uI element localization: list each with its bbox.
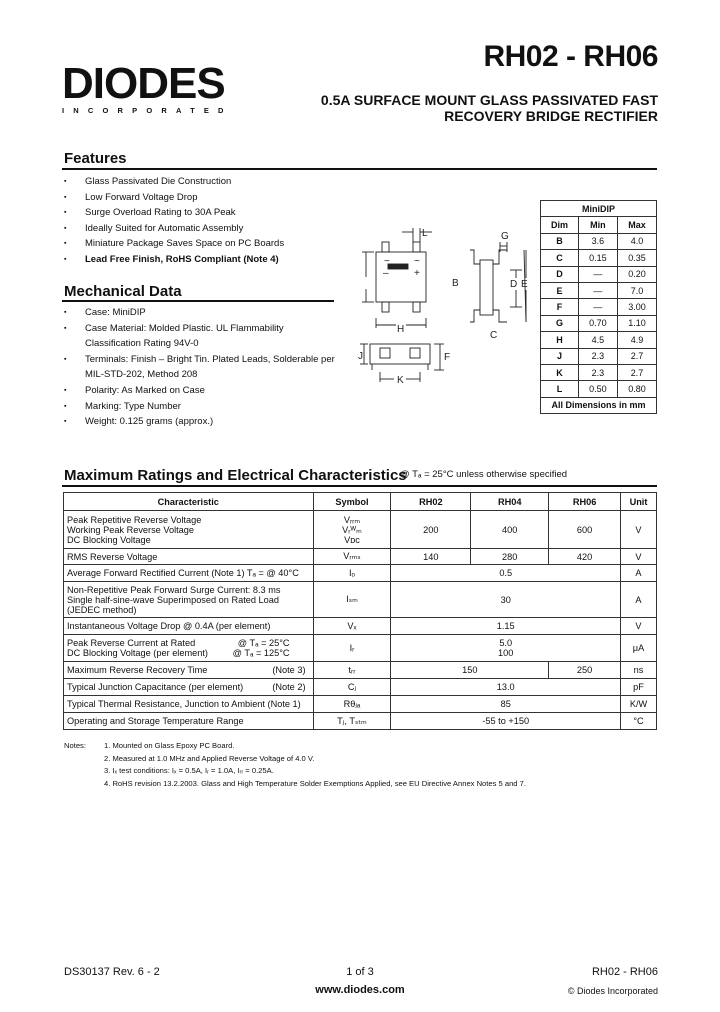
max-cell: 0.80 bbox=[617, 381, 656, 397]
dim-label-E: E bbox=[521, 279, 528, 290]
subtitle-line-1: 0.5A SURFACE MOUNT GLASS PASSIVATED FAST bbox=[320, 92, 658, 108]
characteristic-cell bbox=[64, 635, 314, 662]
side-view bbox=[470, 242, 526, 322]
min-cell: 0.50 bbox=[578, 381, 617, 397]
dim-cell: K bbox=[541, 364, 579, 380]
value-line: 5.0 bbox=[499, 638, 513, 648]
value-cell: -55 to +150 bbox=[391, 713, 621, 730]
company-logo bbox=[62, 59, 233, 115]
characteristic-cell bbox=[64, 662, 314, 679]
terminal-label-minus: – bbox=[383, 268, 389, 279]
symbol-cell: Iₛₘ bbox=[313, 582, 391, 618]
footer-copyright: © Diodes Incorporated bbox=[567, 986, 658, 996]
features-list bbox=[64, 174, 354, 268]
notes-label: Notes: bbox=[64, 741, 86, 750]
note-item: 3. Iₓ test conditions: Iₓ = 0.5A, Iᵣ = 1.0A, Iᵣᵣ = 0.25A. bbox=[104, 766, 274, 776]
characteristic-line: (JEDEC method) bbox=[67, 604, 137, 615]
unit-cell: V bbox=[621, 549, 657, 565]
unit-cell: μA bbox=[621, 635, 657, 662]
features-rule bbox=[62, 168, 657, 170]
characteristic-cell: Typical Thermal Resistance, Junction to Ambient (Note 1) bbox=[64, 696, 314, 713]
characteristic-cell: RMS Reverse Voltage bbox=[64, 549, 314, 565]
max-cell: 3.00 bbox=[617, 299, 656, 315]
header-characteristic: Characteristic bbox=[64, 493, 314, 511]
dim-label-D: D bbox=[510, 279, 518, 290]
min-cell: 4.5 bbox=[578, 332, 617, 348]
dim-label-C: C bbox=[490, 330, 498, 341]
dim-cell: E bbox=[541, 282, 579, 298]
dim-cell: L bbox=[541, 381, 579, 397]
package-outline-drawing bbox=[350, 222, 540, 392]
table-row bbox=[64, 635, 657, 662]
unit-cell: ns bbox=[621, 662, 657, 679]
condition-text: @ Tₐ = 125°C bbox=[232, 648, 290, 658]
list-item: ▪ Miniature Package Saves Space on PC Boards bbox=[64, 236, 354, 252]
characteristic-line: Working Peak Reverse Voltage bbox=[67, 524, 194, 535]
mechanical-list bbox=[64, 305, 336, 430]
footer-website-link[interactable]: www.diodes.com bbox=[315, 984, 405, 996]
terminal-label-ac2: ~ bbox=[414, 256, 420, 267]
ratings-table bbox=[63, 492, 657, 730]
characteristic-cell: Operating and Storage Temperature Range bbox=[64, 713, 314, 730]
min-cell: 0.70 bbox=[578, 315, 617, 331]
header-rh04: RH04 bbox=[471, 493, 549, 511]
dim-label-L: L bbox=[422, 228, 428, 239]
ratings-condition: @ Tₐ = 25°C unless otherwise specified bbox=[400, 469, 568, 480]
characteristic-line: Single half-sine-wave Superimposed on Rated Load bbox=[67, 594, 279, 605]
characteristic-cell: Instantaneous Voltage Drop @ 0.4A (per element) bbox=[64, 618, 314, 635]
dim-cell: C bbox=[541, 250, 579, 266]
table-row bbox=[64, 713, 657, 730]
list-item: ▪ Glass Passivated Die Construction bbox=[64, 174, 354, 190]
list-item: ▪ Case: MiniDIP bbox=[64, 305, 336, 321]
value-cell: 600 bbox=[549, 511, 621, 549]
max-cell: 7.0 bbox=[617, 282, 656, 298]
ratings-heading: Maximum Ratings and Electrical Characteristics bbox=[64, 467, 407, 484]
note-item: 2. Measured at 1.0 MHz and Applied Reverse Voltage of 4.0 V. bbox=[104, 753, 315, 763]
terminal-label-ac1: ~ bbox=[384, 256, 390, 267]
symbol-line: Vᴅᴄ bbox=[344, 534, 360, 545]
max-cell: 2.7 bbox=[617, 348, 656, 364]
header-symbol: Symbol bbox=[313, 493, 391, 511]
list-item: ▪ Marking: Type Number bbox=[64, 399, 336, 415]
list-item: ▪ Case Material: Molded Plastic. UL Flammability Classification Rating 94V-0 bbox=[64, 321, 336, 352]
min-cell: 3.6 bbox=[578, 233, 617, 249]
note-item: 1. Mounted on Glass Epoxy PC Board. bbox=[104, 741, 235, 750]
condition-text: @ Tₐ = 25°C bbox=[237, 638, 290, 648]
dim-label-G: G bbox=[501, 231, 509, 242]
features-heading: Features bbox=[64, 150, 127, 167]
table-row bbox=[64, 565, 657, 582]
logo-subtext: INCORPORATED bbox=[62, 106, 233, 115]
value-cell: 85 bbox=[391, 696, 621, 713]
symbol-cell: Cⱼ bbox=[313, 679, 391, 696]
characteristic-line: DC Blocking Voltage bbox=[67, 534, 151, 545]
characteristic-line bbox=[67, 648, 310, 658]
min-cell: — bbox=[578, 282, 617, 298]
list-item: ▪ Lead Free Finish, RoHS Compliant (Note 4) bbox=[64, 252, 354, 268]
symbol-cell: Tⱼ, Tₛₜₘ bbox=[313, 713, 391, 730]
value-cell: 400 bbox=[471, 511, 549, 549]
subtitle-line-2: RECOVERY BRIDGE RECTIFIER bbox=[444, 108, 658, 124]
max-cell: 0.20 bbox=[617, 266, 656, 282]
characteristic-cell bbox=[64, 679, 314, 696]
dimensions-table bbox=[540, 200, 657, 414]
unit-cell: pF bbox=[621, 679, 657, 696]
table-row bbox=[64, 549, 657, 565]
min-cell: — bbox=[578, 299, 617, 315]
unit-cell: K/W bbox=[621, 696, 657, 713]
table-row bbox=[64, 582, 657, 618]
unit-cell: A bbox=[621, 582, 657, 618]
table-row bbox=[64, 696, 657, 713]
characteristic-cell bbox=[64, 582, 314, 618]
note-item: 4. RoHS revision 13.2.2003. Glass and High Temperature Solder Exemptions Applied, see EU Directive Annex Notes 5 and 7. bbox=[104, 778, 526, 788]
header-unit: Unit bbox=[621, 493, 657, 511]
dims-header-dim: Dim bbox=[541, 217, 579, 233]
symbol-cell: Iₒ bbox=[313, 565, 391, 582]
value-cell: 280 bbox=[471, 549, 549, 565]
value-cell: 30 bbox=[391, 582, 621, 618]
table-row bbox=[541, 364, 657, 380]
list-item: ▪ Low Forward Voltage Drop bbox=[64, 190, 354, 206]
terminal-label-plus: + bbox=[414, 268, 420, 279]
table-row bbox=[64, 511, 657, 549]
dim-cell: J bbox=[541, 348, 579, 364]
characteristic-text: Maximum Reverse Recovery Time bbox=[67, 665, 208, 675]
table-row bbox=[541, 315, 657, 331]
list-item: ▪ Terminals: Finish – Bright Tin. Plated Leads, Solderable per MIL-STD-202, Method 208 bbox=[64, 352, 336, 383]
table-row bbox=[541, 299, 657, 315]
list-item: ▪ Polarity: As Marked on Case bbox=[64, 383, 336, 399]
list-item: ▪ Ideally Suited for Automatic Assembly bbox=[64, 221, 354, 237]
table-row bbox=[541, 332, 657, 348]
min-cell: 0.15 bbox=[578, 250, 617, 266]
symbol-cell: Iᵣ bbox=[313, 635, 391, 662]
value-cell: 140 bbox=[391, 549, 471, 565]
dim-cell: H bbox=[541, 332, 579, 348]
unit-cell: A bbox=[621, 565, 657, 582]
characteristic-text: Typical Junction Capacitance (per element) bbox=[67, 682, 244, 692]
value-line: 100 bbox=[498, 648, 514, 658]
characteristic-text: Peak Reverse Current at Rated bbox=[67, 638, 196, 648]
mechanical-rule bbox=[62, 300, 334, 302]
min-cell: 2.3 bbox=[578, 364, 617, 380]
dim-label-K: K bbox=[397, 375, 404, 386]
symbol-cell: Rθⱼₐ bbox=[313, 696, 391, 713]
footer-page-number: 1 of 3 bbox=[346, 966, 374, 978]
unit-cell: °C bbox=[621, 713, 657, 730]
value-cell: 250 bbox=[549, 662, 621, 679]
dim-label-B: B bbox=[452, 278, 459, 289]
dim-label-J: J bbox=[358, 351, 363, 362]
product-subtitle bbox=[321, 92, 658, 124]
max-cell: 1.10 bbox=[617, 315, 656, 331]
ratings-rule bbox=[62, 485, 657, 487]
value-cell: 13.0 bbox=[391, 679, 621, 696]
dim-label-H: H bbox=[397, 324, 405, 335]
characteristic-line bbox=[67, 638, 310, 648]
unit-cell: V bbox=[621, 511, 657, 549]
characteristic-line bbox=[67, 665, 310, 675]
symbol-cell: Vᵣₘₛ bbox=[313, 549, 391, 565]
characteristic-text: DC Blocking Voltage (per element) bbox=[67, 648, 208, 658]
characteristic-line bbox=[67, 682, 310, 692]
header-rh06: RH06 bbox=[549, 493, 621, 511]
value-cell: 150 bbox=[391, 662, 549, 679]
min-cell: 2.3 bbox=[578, 348, 617, 364]
list-item: ▪ Surge Overload Rating to 30A Peak bbox=[64, 205, 354, 221]
notes-list bbox=[104, 740, 664, 790]
min-cell: — bbox=[578, 266, 617, 282]
table-row bbox=[541, 250, 657, 266]
characteristic-cell: Average Forward Rectified Current (Note 1) Tₐ = @ 40°C bbox=[64, 565, 314, 582]
max-cell: 4.9 bbox=[617, 332, 656, 348]
note-ref: (Note 2) bbox=[272, 682, 306, 692]
table-row bbox=[64, 662, 657, 679]
mechanical-heading: Mechanical Data bbox=[64, 283, 182, 300]
table-row bbox=[541, 348, 657, 364]
dims-header-min: Min bbox=[578, 217, 617, 233]
top-view bbox=[362, 228, 432, 328]
part-range-title: RH02 - RH06 bbox=[483, 40, 658, 73]
dim-label-F: F bbox=[444, 352, 451, 363]
max-cell: 0.35 bbox=[617, 250, 656, 266]
characteristic-line: Non-Repetitive Peak Forward Surge Current: 8.3 ms bbox=[67, 584, 281, 595]
value-cell: 0.5 bbox=[391, 565, 621, 582]
value-cell: 200 bbox=[391, 511, 471, 549]
dims-title: MiniDIP bbox=[541, 201, 657, 217]
dim-cell: D bbox=[541, 266, 579, 282]
dims-footer: All Dimensions in mm bbox=[541, 397, 657, 413]
dim-cell: G bbox=[541, 315, 579, 331]
footer-doc-id: DS30137 Rev. 6 - 2 bbox=[64, 966, 160, 978]
value-cell bbox=[391, 635, 621, 662]
characteristic-cell bbox=[64, 511, 314, 549]
symbol-line: Vᵣᵣₘ bbox=[343, 514, 361, 525]
table-row bbox=[541, 233, 657, 249]
max-cell: 4.0 bbox=[617, 233, 656, 249]
characteristic-line: Peak Repetitive Reverse Voltage bbox=[67, 514, 202, 525]
table-row bbox=[541, 266, 657, 282]
table-row bbox=[541, 282, 657, 298]
footer-part-range: RH02 - RH06 bbox=[591, 966, 658, 978]
table-row bbox=[64, 618, 657, 635]
dims-header-max: Max bbox=[617, 217, 656, 233]
dim-cell: B bbox=[541, 233, 579, 249]
symbol-cell bbox=[313, 511, 391, 549]
unit-cell: V bbox=[621, 618, 657, 635]
symbol-cell: tᵣᵣ bbox=[313, 662, 391, 679]
header-rh02: RH02 bbox=[391, 493, 471, 511]
table-row bbox=[64, 679, 657, 696]
max-cell: 2.7 bbox=[617, 364, 656, 380]
note-ref: (Note 3) bbox=[272, 665, 306, 675]
value-cell: 420 bbox=[549, 549, 621, 565]
symbol-cell: Vₓ bbox=[313, 618, 391, 635]
logo-text: DIODES bbox=[62, 59, 225, 108]
dim-cell: F bbox=[541, 299, 579, 315]
symbol-line: Vᵣᵂₘ bbox=[342, 524, 362, 535]
table-row bbox=[541, 381, 657, 397]
value-cell: 1.15 bbox=[391, 618, 621, 635]
list-item: ▪ Weight: 0.125 grams (approx.) bbox=[64, 414, 336, 430]
